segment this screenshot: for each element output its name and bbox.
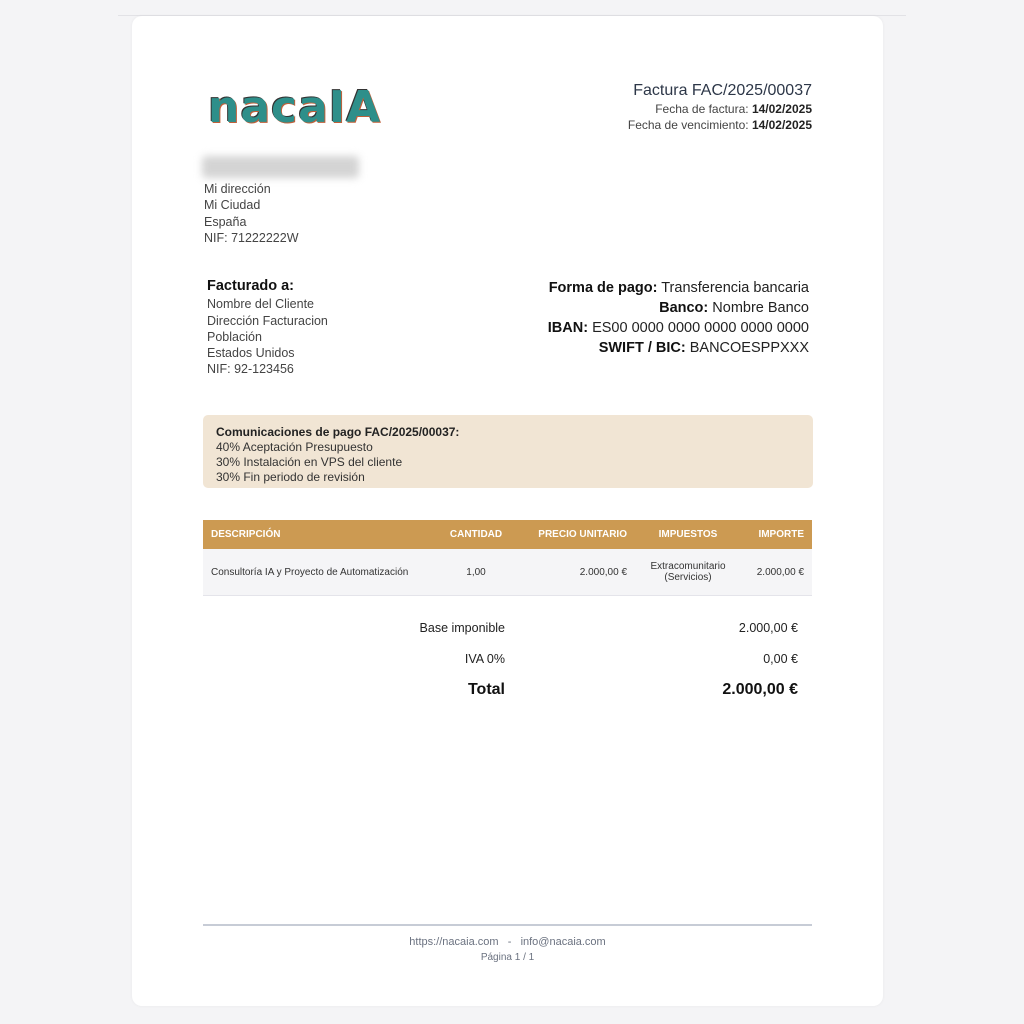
due-date-value: 14/02/2025 — [751, 118, 812, 132]
billed-line: Dirección Facturacion — [207, 313, 328, 328]
payment-method — [548, 278, 809, 298]
tax-detail: (Servicios) — [664, 572, 712, 583]
col-quantity: CANTIDAD — [433, 520, 519, 549]
item-quantity: 1,00 — [433, 549, 519, 596]
payment-label: SWIFT / BIC: — [598, 340, 686, 356]
invoice-date-value: 14/02/2025 — [751, 102, 812, 116]
billed-line: NIF: 92-123456 — [207, 362, 294, 377]
invoice-due-date — [628, 118, 812, 132]
col-amount: IMPORTE — [741, 520, 812, 549]
iban — [548, 318, 809, 338]
tax-name: Extracomunitario — [650, 561, 726, 572]
payment-value: BANCOESPPXXX — [689, 340, 809, 356]
table-row — [203, 549, 812, 596]
redacted-issuer-name — [202, 156, 359, 178]
item-description: Consultoría IA y Proyecto de Automatización — [203, 549, 433, 596]
item-amount: 2.000,00 € — [741, 549, 812, 596]
payment-value: Transferencia bancaria — [661, 280, 809, 296]
total-label: Base imponible — [419, 620, 505, 635]
company-logo: nacaIA — [208, 82, 382, 133]
issuer-line: NIF: 71222222W — [204, 230, 299, 245]
billed-line: Población — [207, 329, 262, 344]
total-value: 2.000,00 € — [722, 680, 798, 698]
payment-notice — [203, 415, 813, 488]
issuer-line: Mi Ciudad — [204, 198, 261, 213]
table-header — [203, 520, 812, 549]
footer-divider — [203, 924, 812, 926]
issuer-line: Mi dirección — [204, 182, 271, 196]
col-description: DESCRIPCIÓN — [203, 520, 433, 549]
notice-line: 40% Aceptación Presupuesto — [216, 440, 373, 454]
page-number: Página 1 / 1 — [480, 952, 535, 963]
item-unit-price: 2.000,00 € — [519, 549, 635, 596]
website-link[interactable]: https://nacaia.com — [409, 936, 499, 948]
payment-label: IBAN: — [547, 320, 589, 336]
footer — [203, 934, 812, 966]
billed-to-heading: Facturado a: — [207, 278, 295, 294]
issuer-address — [204, 181, 299, 246]
billed-line: Nombre del Cliente — [207, 297, 314, 312]
line-items-table — [203, 520, 812, 596]
total-label: IVA 0% — [464, 651, 505, 666]
tax-row — [312, 643, 802, 674]
payment-value: Nombre Banco — [712, 300, 809, 316]
col-taxes: IMPUESTOS — [635, 520, 741, 549]
invoice-date — [628, 102, 812, 116]
invoice-date-label: Fecha de factura: — [655, 102, 749, 116]
billed-to — [207, 278, 328, 378]
due-date-label: Fecha de vencimiento: — [627, 118, 749, 132]
payment-value: ES00 0000 0000 0000 0000 0000 — [592, 320, 809, 336]
grand-total-row — [312, 674, 802, 705]
subtotal-row — [312, 612, 802, 643]
bank — [548, 298, 809, 318]
swift — [548, 338, 809, 358]
totals — [312, 612, 802, 705]
payment-label: Forma de pago: — [548, 280, 658, 296]
notice-title: Comunicaciones de pago FAC/2025/00037: — [216, 425, 460, 439]
item-taxes — [635, 549, 741, 596]
issuer-line: España — [204, 214, 247, 229]
billed-line: Estados Unidos — [207, 346, 295, 361]
invoice-title: Factura FAC/2025/00037 — [633, 82, 812, 99]
footer-separator: - — [507, 936, 512, 948]
email-link[interactable]: info@nacaia.com — [520, 936, 606, 948]
notice-line: 30% Instalación en VPS del cliente — [216, 455, 403, 469]
payment-info — [548, 278, 809, 358]
payment-label: Banco: — [659, 300, 709, 316]
total-label: Total — [467, 680, 505, 698]
notice-line: 30% Fin periodo de revisión — [216, 470, 365, 484]
invoice-page — [132, 16, 883, 1006]
invoice-header — [628, 82, 812, 132]
total-value: 2.000,00 € — [738, 620, 798, 635]
col-unit-price: PRECIO UNITARIO — [519, 520, 635, 549]
total-value: 0,00 € — [763, 651, 798, 666]
